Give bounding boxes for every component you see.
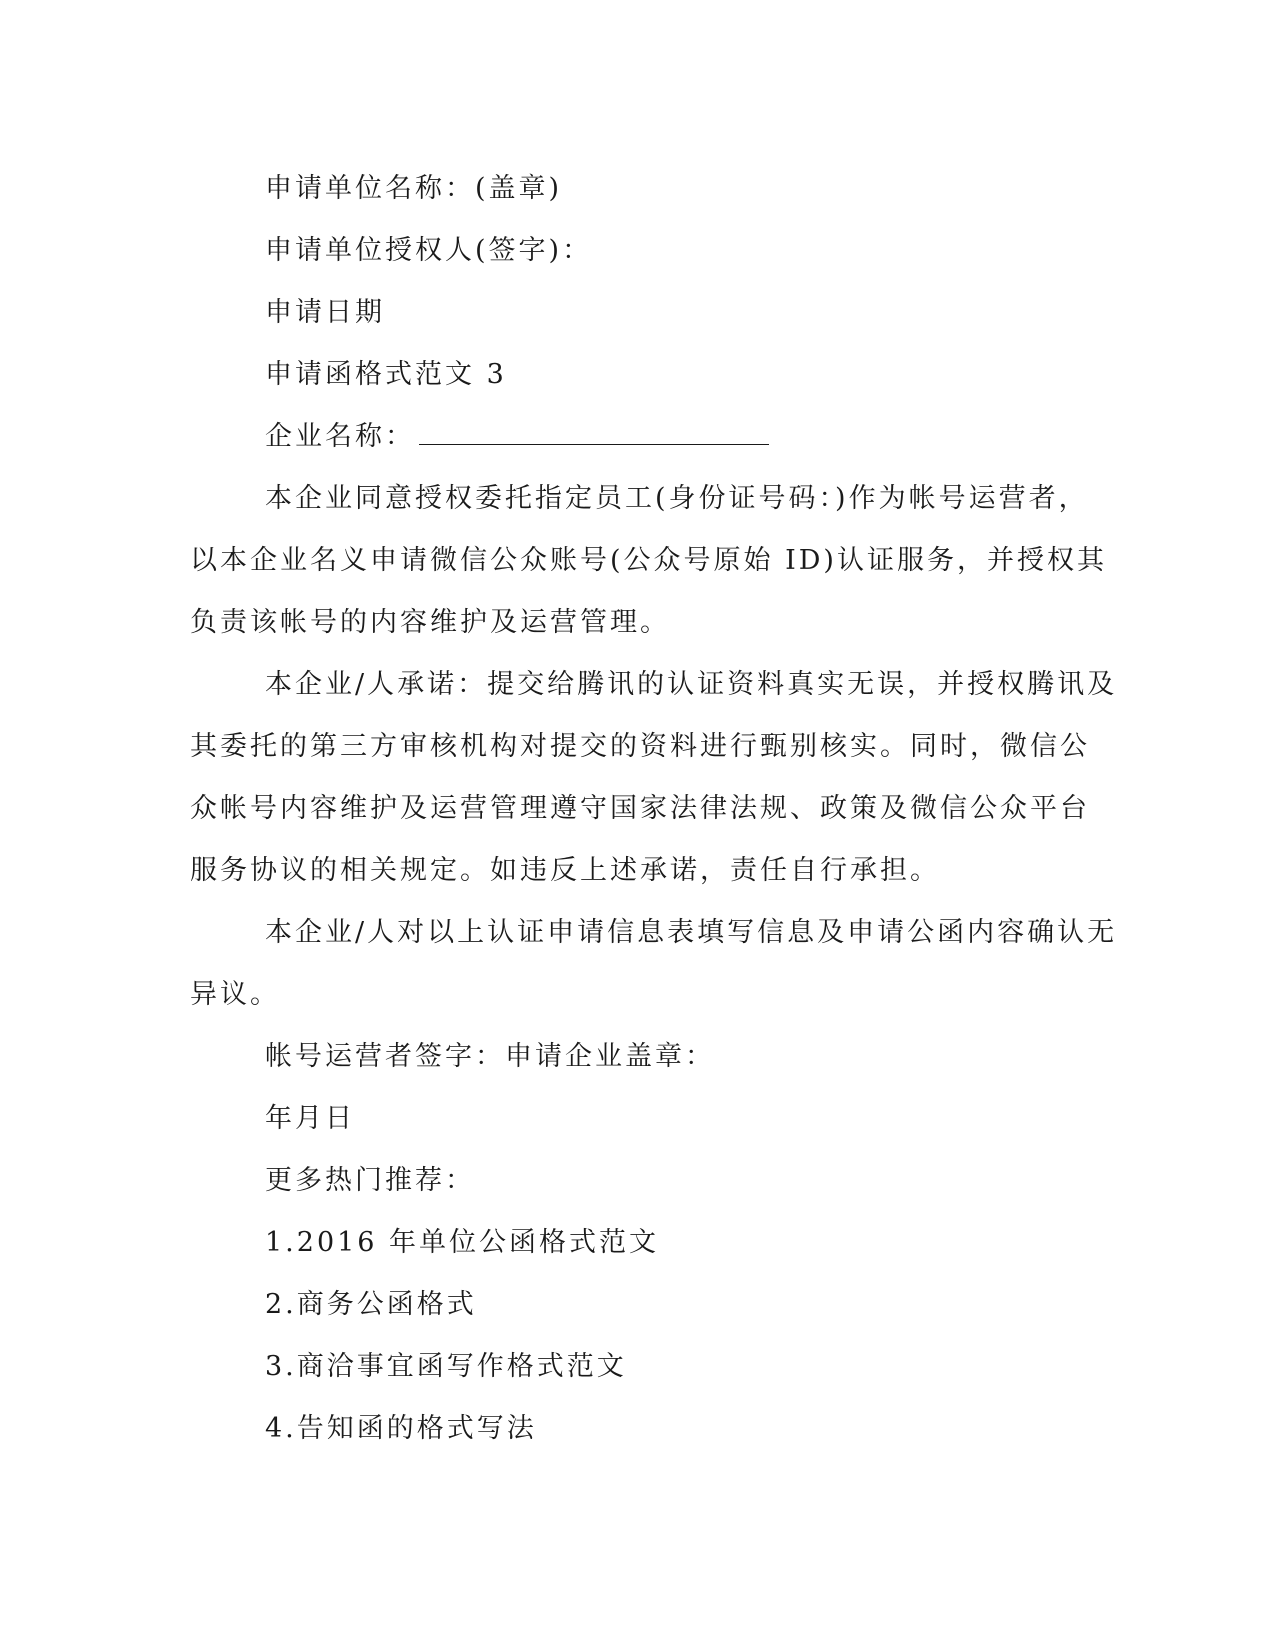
application-date-line: 申请日期 [265, 297, 385, 328]
recommend-link[interactable]: 3.商洽事宜函写作格式范文 [265, 1351, 627, 1382]
recommend-link[interactable]: 2.商务公函格式 [265, 1289, 477, 1320]
paragraph-line: 其委托的第三方审核机构对提交的资料进行甄别核实。同时，微信公 [190, 731, 1090, 762]
date-line: 年月日 [265, 1103, 355, 1134]
paragraph-line: 本企业/人对以上认证申请信息表填写信息及申请公函内容确认无 [265, 917, 1118, 948]
applicant-unit-name-line: 申请单位名称：(盖章) [265, 173, 563, 204]
recommend-link[interactable]: 1.2016 年单位公函格式范文 [265, 1227, 660, 1258]
signature-line: 帐号运营者签字：申请企业盖章： [265, 1041, 715, 1072]
company-name-label: 企业名称： [265, 421, 415, 452]
section-heading: 申请函格式范文 3 [265, 359, 507, 390]
applicant-authorized-person-line: 申请单位授权人(签字)： [265, 235, 593, 266]
confirmation-paragraph [190, 902, 1118, 1026]
paragraph-line: 以本企业名义申请微信公众账号(公众号原始 ID)认证服务，并授权其 [190, 545, 1107, 576]
authorization-paragraph [190, 468, 1107, 654]
document-body [190, 158, 1118, 1460]
paragraph-line: 众帐号内容维护及运营管理遵守国家法律法规、政策及微信公众平台 [190, 793, 1090, 824]
recommend-heading: 更多热门推荐： [265, 1165, 475, 1196]
paragraph-line: 服务协议的相关规定。如违反上述承诺，责任自行承担。 [190, 855, 940, 886]
recommend-link[interactable]: 4.告知函的格式写法 [265, 1413, 537, 1444]
paragraph-line: 本企业/人承诺：提交给腾讯的认证资料真实无误，并授权腾讯及 [265, 669, 1118, 700]
company-name-blank [419, 422, 769, 445]
commitment-paragraph [190, 654, 1118, 902]
paragraph-line: 负责该帐号的内容维护及运营管理。 [190, 607, 670, 638]
company-name-line [190, 406, 1090, 468]
paragraph-line: 异议。 [190, 979, 280, 1010]
paragraph-line: 本企业同意授权委托指定员工(身份证号码：)作为帐号运营者， [265, 483, 1089, 514]
